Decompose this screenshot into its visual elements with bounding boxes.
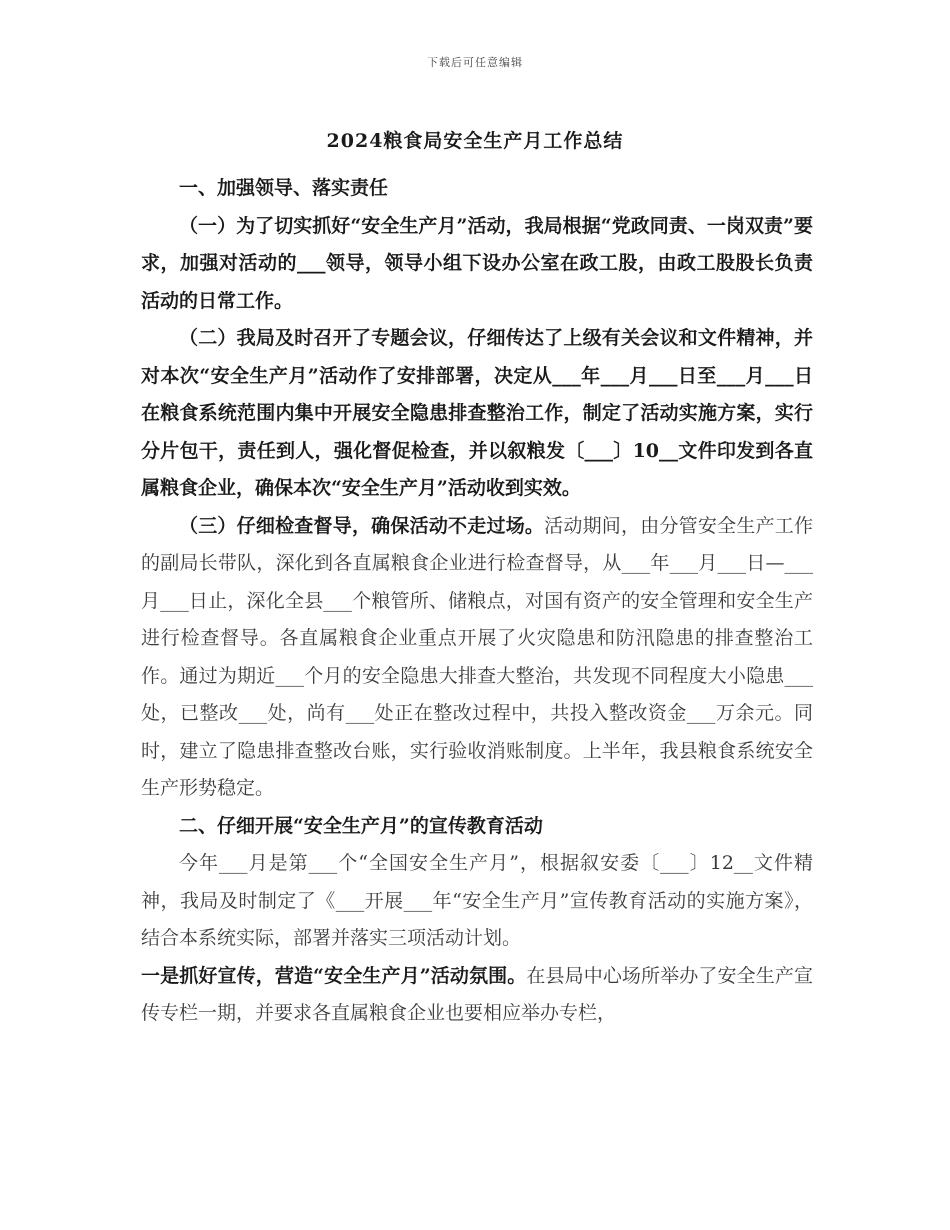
page-header-note: 下载后可任意编辑 — [427, 56, 523, 69]
section-1-heading: 一、加强领导、落实责任 — [179, 177, 389, 199]
section-2-paragraph-2-body: 在县局中心场所举办了安全生产宣传专栏一期，并要求各直属粮食企业也要相应举办专栏， — [141, 964, 813, 1024]
section-1-paragraph-3-lead: （三）仔细检查督导，确保活动不走过场。 — [179, 514, 545, 537]
section-2-paragraph-1: 今年___月是第___个“全国安全生产月”，根据叙安委〔___〕12__文件精神，我局及时制定了《___开展___年“安全生产月”宣传教育活动的实施方案》，结合本系统实际，部署并落实三项活动计划。 — [141, 852, 813, 949]
document-body — [141, 170, 813, 1033]
section-2-paragraph-2 — [141, 958, 813, 1033]
section-1-paragraph-3-body: 活动期间，由分管安全生产工作的副局长带队，深化到各直属粮食企业进行检查督导，从___年___月___日—___月___日止，深化全县___个粮管所、储粮点，对国有资产的安全管理和安全生产进行检查督导。各直属粮食企业重点开展了火灾隐患和防汛隐患的排查整治工作。通过为期近___个月的安全隐患大排查大整治，共发现不同程度大小隐患___处，已整改___处，尚有___处正在整改过程中，共投入整改资金___万余元。同时，建立了隐患排查整改台账，实行验收消账制度。上半年，我县粮食系统安全生产形势稳定。 — [141, 514, 813, 799]
section-2-heading: 二、仔细开展“安全生产月”的宣传教育活动 — [179, 814, 543, 837]
section-1-paragraph-2: （二）我局及时召开了专题会议，仔细传达了上级有关会议和文件精神，并对本次“安全生产月”活动作了安排部署，决定从___年___月___日至___月___日在粮食系统范围内集中开展安全隐患排查整治工作，制定了活动实施方案，实行分片包干，责任到人，强化督促检查，并以叙粮发〔___〕10__文件印发到各直属粮食企业，确保本次“安全生产月”活动收到实效。 — [141, 327, 813, 499]
section-1-paragraph-3 — [141, 508, 813, 808]
document-title: 2024粮食局安全生产月工作总结 — [326, 130, 624, 152]
section-1-paragraph-1: （一）为了切实抓好“安全生产月”活动，我局根据“党政同责、一岗双责”要求，加强对活动的___领导，领导小组下设办公室在政工股，由政工股股长负责活动的日常工作。 — [141, 214, 813, 312]
section-2-paragraph-2-lead: 一是抓好宣传，营造“安全生产月”活动氛围。 — [141, 964, 527, 987]
